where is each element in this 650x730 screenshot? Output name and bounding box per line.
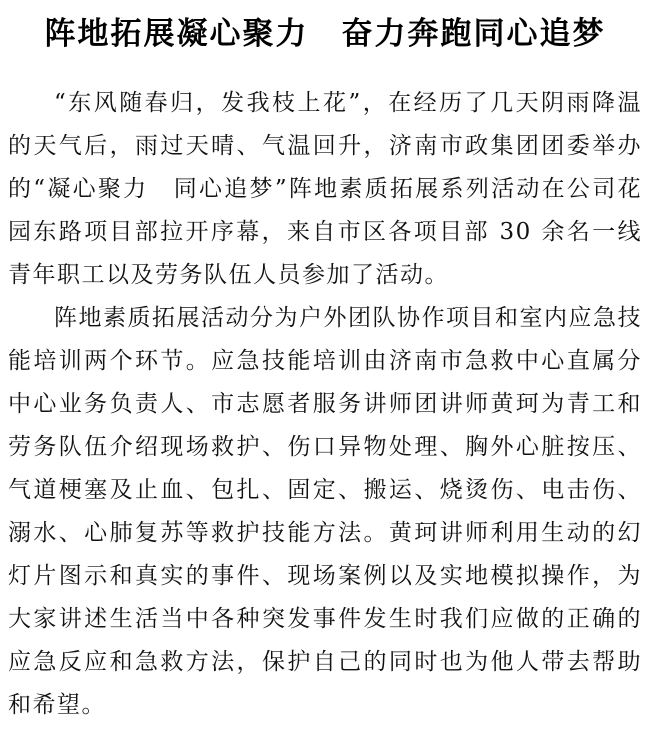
page-title: 阵地拓展凝心聚力 奋力奔跑同心追梦 <box>44 16 606 52</box>
paragraph-2: 阵地素质拓展活动分为户外团队协作项目和室内应急技能培训两个环节。应急技能培训由济南市急救中心直属分中心业务负责人、市志愿者服务讲师团讲师黄珂为青工和劳务队伍介绍现场救护、伤口异物处理、胸外心脏按压、气道梗塞及止血、包扎、固定、搬运、烧烫伤、电击伤、溺水、心肺复苏等救护技能方法。黄珂讲师利用生动的幻灯片图示和真实的事件、现场案例以及实地模拟操作，为大家讲述生活当中各种突发事件发生时我们应做的正确的应急反应和急救方法，保护自己的同时也为他人带去帮助和希望。 <box>8 305 642 718</box>
paragraph-1: “东风随春归，发我枝上花”，在经历了几天阴雨降温的天气后，雨过天晴、气温回升，济南市政集团团委举办的“凝心聚力 同心追梦”阵地素质拓展系列活动在公司花园东路项目部拉开序幕，来自市区各项目部 30 余名一线青年职工以及劳务队伍人员参加了活动。 <box>8 90 642 288</box>
article-body <box>0 56 650 727</box>
